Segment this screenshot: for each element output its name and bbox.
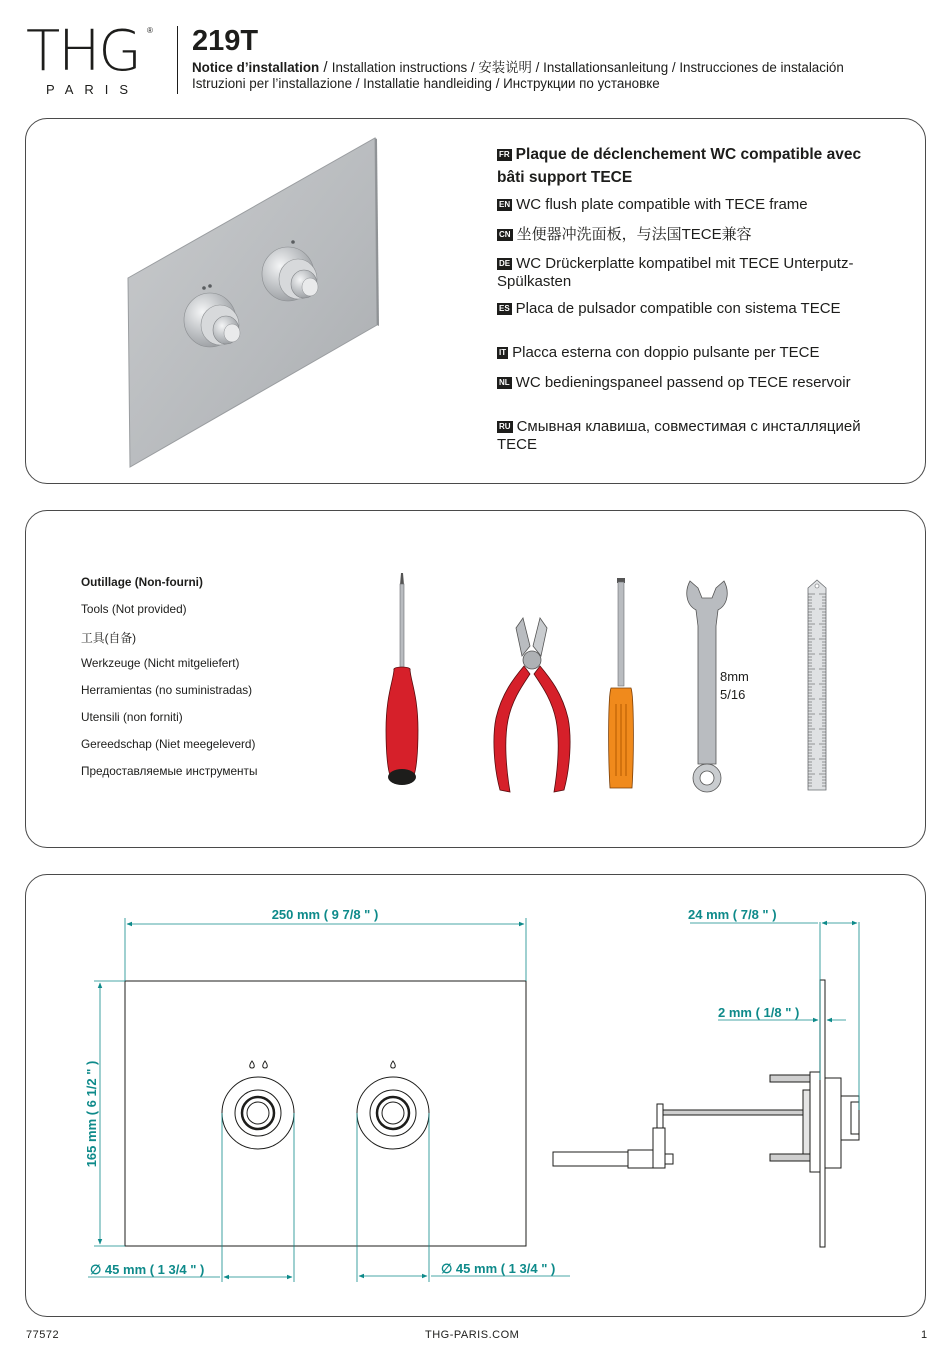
description-text: WC Drückerplatte kompatibel mit TECE Unterputz-Spülkasten: [497, 255, 854, 290]
lang-badge-en: EN: [499, 200, 511, 209]
lang-badge-nl: NL: [499, 378, 510, 387]
height-label: 165 mm ( 6 1/2 " ): [84, 1060, 99, 1168]
tools-label-ru: Предоставляемые инструменты: [81, 764, 258, 778]
description-text: Placa de pulsador compatible con sistema TECE: [515, 300, 841, 317]
tools-label-nl: Gereedschap (Niet meegeleverd): [81, 737, 256, 751]
front-button-right: [357, 1077, 429, 1149]
lang-badge-it: IT: [499, 348, 507, 357]
logo-registered-mark: ®: [147, 26, 153, 35]
description-text: Placca esterna con doppio pulsante per TECE: [512, 344, 820, 361]
subtitle-separator: /: [319, 59, 332, 76]
description-text: WC bedieningspaneel passend op TECE reservoir: [515, 374, 851, 391]
footer-page-number: 1: [921, 1329, 928, 1341]
lang-badge-es: ES: [499, 304, 510, 313]
button-right-label: ∅ 45 mm ( 1 3/4 " ): [441, 1261, 556, 1276]
lang-badge-fr: FR: [499, 150, 510, 159]
tools-label-de: Werkzeuge (Nicht mitgeliefert): [81, 656, 240, 670]
lang-badge-cn: CN: [499, 230, 511, 239]
description-text: WC flush plate compatible with TECE frame: [516, 196, 808, 213]
tools-label-en: Tools (Not provided): [81, 602, 187, 616]
logo-text: THG: [26, 19, 140, 84]
thickness-label: 2 mm ( 1/8 " ): [718, 1005, 800, 1020]
lang-badge-ru: RU: [499, 422, 511, 431]
description-text: Смывная клавиша, совместимая с инсталляцией TECE: [497, 418, 861, 453]
width-label: 250 mm ( 9 7/8 " ): [271, 907, 379, 922]
lang-badge-de: DE: [499, 259, 511, 268]
width-dimension: [125, 918, 526, 981]
logo-subtitle: PARIS: [46, 82, 140, 97]
tools-label-it: Utensili (non forniti): [81, 710, 183, 724]
subtitle-line-2: Istruzioni per l’installazione / Installatie handleiding / Инструкции по установке: [192, 76, 660, 91]
footer-website: THG-PARIS.COM: [425, 1329, 520, 1341]
front-view-plate: [125, 981, 526, 1246]
description-text: 坐便器冲洗面板，与法国TECE兼容: [516, 226, 752, 243]
front-button-left: [222, 1077, 294, 1149]
footer-reference: 77572: [26, 1329, 60, 1341]
tools-label-cn: 工具(自备): [81, 631, 137, 645]
model-number: 219T: [192, 25, 259, 57]
depth-label: 24 mm ( 7/8 " ): [688, 907, 777, 922]
subtitle-bold: Notice d’installation: [192, 60, 320, 75]
description-text: Plaque de déclenchement WC compatible avec bâti support TECE: [497, 146, 862, 186]
tools-label-fr: Outillage (Non-fourni): [81, 575, 203, 589]
wrench-size-inch: 5/16: [720, 687, 746, 702]
wrench-size-mm: 8mm: [720, 669, 749, 684]
button-left-label: ∅ 45 mm ( 1 3/4 " ): [90, 1262, 205, 1277]
subtitle-line1-rest: Installation instructions / 安装说明 / Installationsanleitung / Instrucciones de instalación: [331, 60, 844, 75]
tools-label-es: Herramientas (no suministradas): [81, 683, 253, 697]
